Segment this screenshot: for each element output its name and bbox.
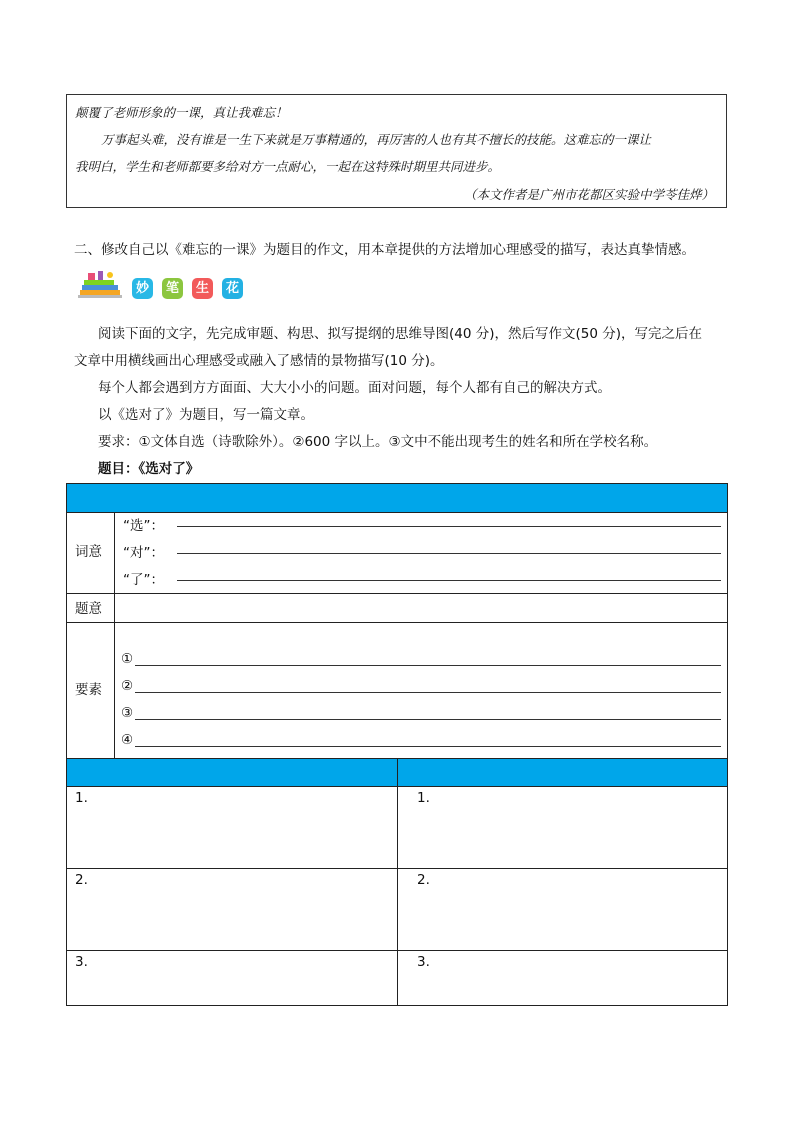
answer-line[interactable] — [177, 580, 721, 581]
books-icon — [74, 270, 126, 302]
word-label: “对”： — [123, 545, 164, 561]
row-label-yaosu: 要素 — [75, 682, 102, 698]
left-item: 3. — [75, 954, 88, 970]
right-item: 2. — [417, 872, 430, 888]
instruction-paragraph: 文章中用横线画出心理感受或融入了感情的景物描写(10 分)。 — [74, 353, 444, 369]
section-banner — [74, 270, 254, 302]
excerpt-line: 万事起头难，没有谁是一生下来就是万事精通的，再厉害的人也有其不擅长的技能。这难忘的一课让 — [101, 132, 652, 147]
worksheet-header — [67, 484, 727, 512]
element-marker: ① — [121, 651, 134, 667]
essay-title-label: 题目：《选对了》 — [98, 461, 200, 477]
row-label-tiyi: 题意 — [75, 601, 102, 617]
answer-line[interactable] — [135, 746, 721, 747]
answer-line[interactable] — [177, 553, 721, 554]
task-2-heading: 二、修改自己以《难忘的一课》为题目的作文，用本章提供的方法增加心理感受的描写，表达真挚情感。 — [74, 242, 695, 258]
element-marker: ③ — [121, 705, 134, 721]
excerpt-line: 颠覆了老师形象的一课，真让我难忘！ — [75, 105, 288, 120]
excerpt-line: 我明白，学生和老师都要多给对方一点耐心，一起在这特殊时期里共同进步。 — [75, 159, 501, 174]
right-item: 3. — [417, 954, 430, 970]
prompt-paragraph: 以《选对了》为题目，写一篇文章。 — [98, 407, 314, 423]
right-item: 1. — [417, 790, 430, 806]
excerpt-box — [66, 94, 727, 208]
prompt-paragraph: 每个人都会遇到方方面面、大大小小的问题。面对问题，每个人都有自己的解决方式。 — [98, 380, 611, 396]
answer-line[interactable] — [135, 719, 721, 720]
instruction-paragraph: 阅读下面的文字，先完成审题、构思、拟写提纲的思维导图(40 分)，然后写作文(50 分)，写完之后在 — [98, 326, 703, 342]
mindmap-worksheet — [66, 483, 728, 1006]
answer-line[interactable] — [135, 665, 721, 666]
answer-line[interactable] — [177, 526, 721, 527]
excerpt-attribution: （本文作者是广州市花都区实验中学苓佳烨） — [463, 187, 714, 202]
word-label: “选”： — [123, 518, 164, 534]
tiyi-answer-cell[interactable] — [115, 594, 727, 622]
word-label: “了”： — [123, 572, 164, 588]
requirements-paragraph: 要求：①文体自选（诗歌除外）。②600 字以上。③文中不能出现考生的姓名和所在学校名称。 — [98, 434, 658, 450]
left-item: 1. — [75, 790, 88, 806]
answer-line[interactable] — [135, 692, 721, 693]
banner-char: 笔 — [162, 278, 183, 299]
banner-char: 生 — [192, 278, 213, 299]
element-marker: ② — [121, 678, 134, 694]
banner-char: 妙 — [132, 278, 153, 299]
left-item: 2. — [75, 872, 88, 888]
row-label-ciyi: 词意 — [75, 544, 102, 560]
banner-char: 花 — [222, 278, 243, 299]
element-marker: ④ — [121, 732, 134, 748]
